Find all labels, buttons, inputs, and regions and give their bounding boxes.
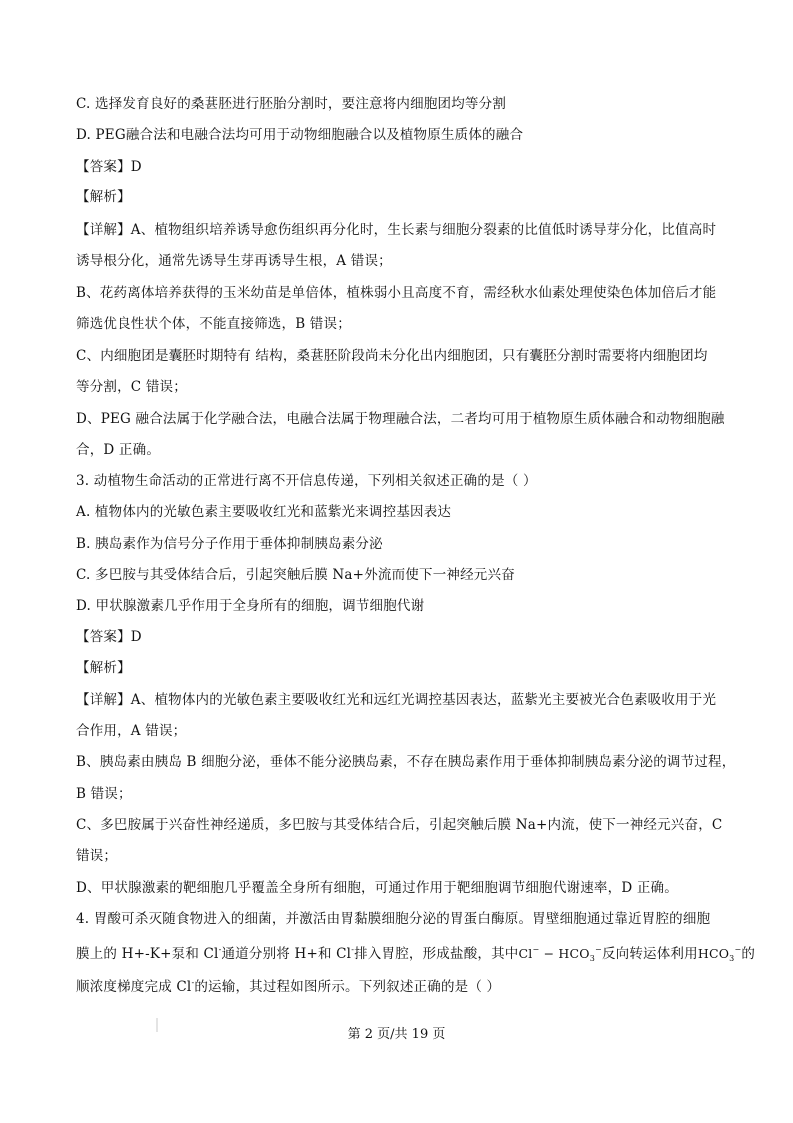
formula-superscript: − [734, 945, 742, 954]
option-c: C. 选择发育良好的桑葚胚进行胚胎分割时，要注意将内细胞团均等分割 [76, 96, 507, 112]
option-d: D. PEG融合法和电融合法均可用于动物细胞融合以及植物原生质体的融合 [76, 127, 524, 143]
answer-label: 【答案】D [76, 159, 142, 175]
formula-text: HCO [697, 946, 730, 961]
question-4-stem-line-2 [76, 941, 756, 968]
formula-text: Cl [518, 946, 533, 961]
explanation-line: 等分割，C 错误； [76, 379, 187, 395]
explanation-line: C、多巴胺属于兴奋性神经递质，多巴胺与其受体结合后，引起突触后膜 Na+内流，使下一神经元兴奋，C [76, 817, 723, 833]
explanation-line: B、胰岛素由胰岛 B 细胞分泌，垂体不能分泌胰岛素，不存在胰岛素作用于垂体抑制胰岛素分泌的调节过程， [76, 754, 736, 770]
q4-text: 膜上的 H+-K+泵和 Cl [76, 946, 219, 962]
question-3-option-c: C. 多巴胺与其受体结合后，引起突触后膜 Na+外流而使下一神经元兴奋 [76, 567, 515, 583]
formula-superscript: − [532, 945, 540, 954]
q4-text: 通道分别将 H+和 Cl [221, 946, 352, 962]
explanation-line: D、PEG 融合法属于化学融合法，电融合法属于物理融合法，二者均可用于植物原生质体融合和动物细胞融 [76, 411, 725, 427]
analysis-label: 【解析】 [76, 660, 131, 676]
q4-text: 顺浓度梯度完成 Cl [76, 979, 192, 995]
question-3-option-a: A. 植物体内的光敏色素主要吸收红光和蓝紫光来调控基因表达 [76, 504, 452, 520]
explanation-line: 筛选优良性状个体，不能直接筛选，B 错误； [76, 316, 351, 332]
question-3-option-d: D. 甲状腺激素几乎作用于全身所有的细胞，调节细胞代谢 [76, 598, 425, 614]
explanation-line: 【详解】A、植物组织培养诱导愈伤组织再分化时，生长素与细胞分裂素的比值低时诱导芽分化，比值高时 [76, 222, 717, 238]
explanation-line: 合，D 正确。 [76, 442, 161, 458]
formula-text: − HCO [539, 946, 590, 961]
question-4-stem: 4. 胃酸可杀灭随食物进入的细菌，并激活由胃黏膜细胞分泌的胃蛋白酶原。胃壁细胞通过靠近胃腔的细胞 [76, 911, 711, 927]
q4-text: 的 [741, 946, 756, 962]
q4-superscript: - [191, 978, 195, 987]
formula-subscript: 3 [729, 954, 735, 963]
hco3-formula [698, 946, 742, 961]
explanation-line: C、内细胞团是囊胚时期特有 结构，桑葚胚阶段尚未分化出内细胞团，只有囊胚分割时需要将内细胞团均 [76, 348, 708, 364]
q4-text: 的运输，其过程如图所示。下列叙述正确的是（ ） [194, 979, 501, 995]
explanation-line: D、甲状腺激素的靶细胞几乎覆盖全身所有细胞，可通过作用于靶细胞调节细胞代谢速率，D 正确。 [76, 880, 678, 896]
explanation-line: 诱导根分化，通常先诱导生芽再诱导生根，A 错误； [76, 253, 392, 269]
formula-superscript: − [595, 945, 602, 954]
page-number-footer: 第 2 页/共 19 页 [347, 1027, 446, 1042]
explanation-line: B 错误； [76, 786, 132, 802]
question-3-option-b: B. 胰岛素作为信号分子作用于垂体抑制胰岛素分泌 [76, 536, 383, 552]
explanation-line: 错误； [76, 848, 118, 864]
q4-superscript: - [351, 945, 355, 954]
explanation-line: 【详解】A、植物体内的光敏色素主要吸收红光和远红光调控基因表达，蓝紫光主要被光合色素吸收用于光 [76, 692, 717, 708]
explanation-line: 合作用，A 错误； [76, 723, 187, 739]
q4-superscript: - [218, 945, 222, 954]
explanation-line: B、花药离体培养获得的玉米幼苗是单倍体，植株弱小且高度不育，需经秋水仙素处理使染色体加倍后才能 [76, 285, 717, 301]
analysis-label: 【解析】 [76, 189, 131, 205]
question-4-stem-line-3 [76, 974, 726, 996]
q4-text: 排入胃腔，形成盐酸，其中 [354, 946, 519, 962]
question-3-stem: 3. 动植物生命活动的正常进行离不开信息传递，下列相关叙述正确的是（ ） [76, 473, 537, 489]
answer-label: 【答案】D [76, 629, 142, 645]
formula-subscript: 3 [589, 954, 596, 963]
q4-text: 反向转运体利用 [601, 946, 698, 962]
cl-hco3-formula [519, 946, 602, 961]
